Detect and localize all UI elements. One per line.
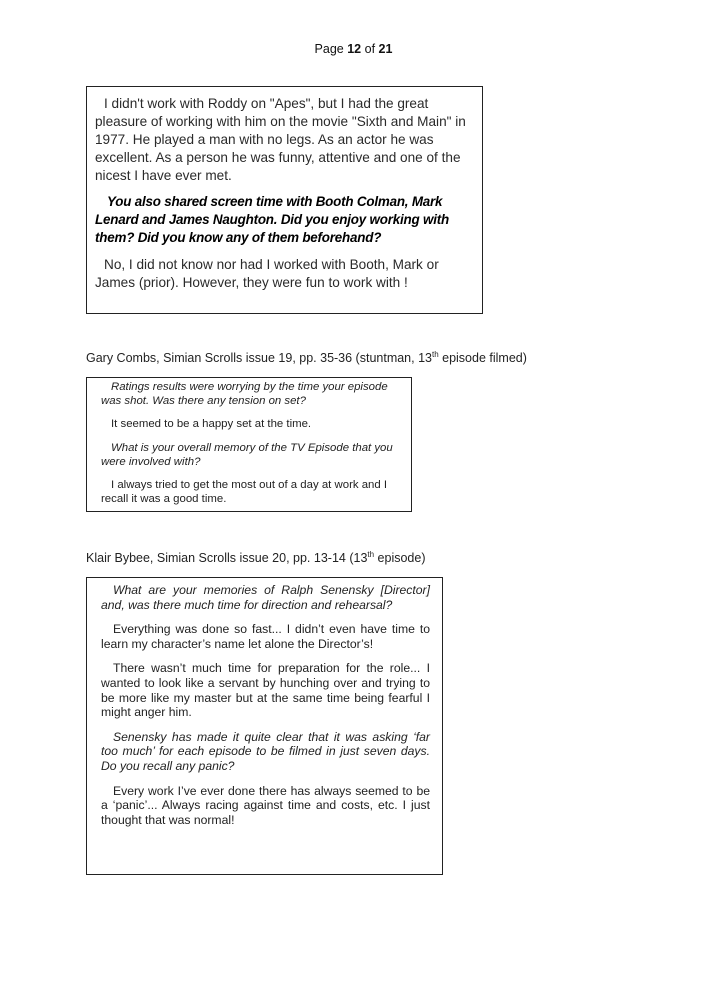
answer-paragraph: I always tried to get the most out of a day at work and I recall it was a good time.: [101, 479, 388, 505]
page-of: of: [364, 42, 376, 56]
question-paragraph: What is your overall memory of the TV Episode that you were involved with?: [101, 442, 393, 468]
answer-paragraph: Everything was done so fast... I didn’t even have time to learn my character’s name let alone the Director’s!: [101, 622, 430, 651]
answer-paragraph: There wasn’t much time for preparation for the role... I wanted to look like a servant by hunching over and trying to be more like my master but at the same time being fearful I might anger him.: [101, 661, 430, 720]
question-paragraph: What are your memories of Ralph Senensky [Director] and, was there much time for direction and rehearsal?: [101, 583, 430, 612]
caption-text: Klair Bybee, Simian Scrolls issue 20, pp. 13-14 (13: [86, 551, 368, 566]
page-total: 21: [378, 42, 393, 56]
caption-text: episode filmed): [438, 351, 527, 366]
source-caption-gary-combs: [86, 350, 527, 365]
answer-paragraph: I didn't work with Roddy on "Apes", but I had the great pleasure of working with him on the movie "Sixth and Main" in 1977. He played a man with no legs. As an actor he was excellent. As a person he was funny, attentive and one of the nicest I have ever met.: [95, 96, 466, 183]
answer-paragraph: It seemed to be a happy set at the time.: [111, 418, 312, 430]
interview-excerpt-box-1: [86, 86, 483, 314]
question-paragraph: Senensky has made it quite clear that it was asking ‘far too much’ for each episode to be filmed in just seven days. Do you recall any panic?: [101, 729, 430, 773]
interview-excerpt-box-3: [86, 577, 443, 875]
answer-paragraph: Every work I’ve ever done there has always seemed to be a ‘panic’... Always racing against time and costs, etc. I just thought that was normal!: [101, 783, 430, 827]
caption-text: episode): [374, 551, 426, 566]
source-caption-klair-bybee: [86, 550, 426, 565]
question-paragraph: You also shared screen time with Booth Colman, Mark Lenard and James Naughton. Did you enjoy working with them? Did you know any of them beforehand?: [95, 194, 449, 245]
caption-text: Gary Combs, Simian Scrolls issue 19, pp. 35-36 (stuntman, 13: [86, 351, 432, 366]
page-prefix: Page: [314, 42, 344, 56]
caption-superscript: th: [431, 350, 439, 359]
interview-excerpt-box-2: [86, 377, 412, 512]
answer-paragraph: No, I did not know nor had I worked with Booth, Mark or James (prior). However, they were fun to work with !: [95, 257, 439, 290]
page-number: [0, 42, 707, 56]
caption-superscript: th: [367, 550, 375, 559]
question-paragraph: Ratings results were worrying by the time your episode was shot. Was there any tension on set?: [101, 381, 388, 407]
page-current: 12: [347, 42, 362, 56]
